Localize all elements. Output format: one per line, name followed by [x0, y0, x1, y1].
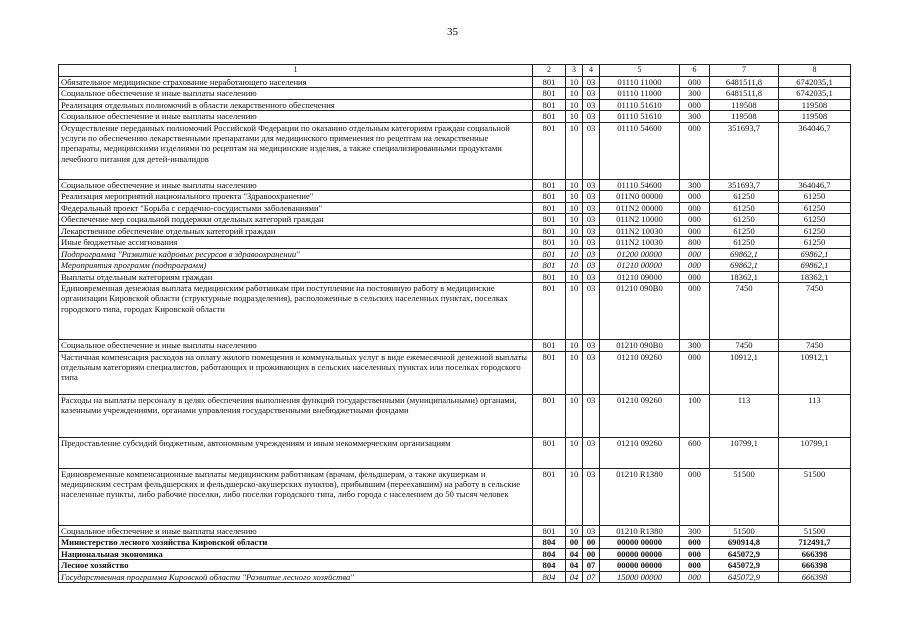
section-code-cell: 10	[566, 179, 583, 191]
target-article-cell: 15000 00000	[600, 571, 680, 583]
subsection-code-cell: 03	[583, 248, 600, 260]
subsection-code-cell: 03	[583, 76, 600, 88]
row-name-cell: Иные бюджетные ассигнования	[59, 237, 533, 249]
amount-year2-cell: 51500	[779, 468, 851, 525]
subsection-code-cell: 03	[583, 394, 600, 437]
row-name-cell: Предоставление субсидий бюджетным, автономным учреждениям и иным некоммерческим организациям	[59, 437, 533, 468]
table-row	[59, 122, 851, 179]
section-code-cell: 10	[566, 191, 583, 203]
expense-type-cell: 000	[680, 271, 710, 283]
admin-code-cell: 801	[533, 88, 566, 100]
table-row	[59, 271, 851, 283]
subsection-code-cell: 03	[583, 99, 600, 111]
admin-code-cell: 801	[533, 122, 566, 179]
table-row	[59, 394, 851, 437]
section-code-cell: 10	[566, 468, 583, 525]
subsection-code-cell: 03	[583, 202, 600, 214]
amount-year1-cell: 69862,1	[710, 260, 779, 272]
table-row	[59, 525, 851, 537]
section-code-cell: 10	[566, 283, 583, 340]
amount-year2-cell: 10799,1	[779, 437, 851, 468]
table-row	[59, 340, 851, 352]
table-body	[59, 65, 851, 583]
table-row	[59, 537, 851, 549]
section-code-cell: 10	[566, 237, 583, 249]
admin-code-cell: 801	[533, 214, 566, 226]
row-name-cell: Национальная экономика	[59, 548, 533, 560]
row-name-cell: Подпрограмма "Развитие кадровых ресурсов в здравоохранении"	[59, 248, 533, 260]
expense-type-cell: 100	[680, 394, 710, 437]
amount-year1-cell: 10912,1	[710, 351, 779, 394]
page-number: 35	[447, 26, 458, 38]
row-name-cell: Социальное обеспечение и иные выплаты населению	[59, 525, 533, 537]
row-name-cell: Социальное обеспечение и иные выплаты населению	[59, 111, 533, 123]
target-article-cell: 01210 R1380	[600, 525, 680, 537]
admin-code-cell: 804	[533, 537, 566, 549]
subsection-code-cell: 07	[583, 560, 600, 572]
admin-code-cell: 801	[533, 260, 566, 272]
subsection-code-cell: 00	[583, 537, 600, 549]
amount-year1-cell: 351693,7	[710, 122, 779, 179]
target-article-cell: 01110 51610	[600, 99, 680, 111]
amount-year1-cell: 6481511,8	[710, 88, 779, 100]
row-name-cell: Единовременная денежная выплата медицинским работникам при поступлении на постоянную работу в медицинские организации Кировской области (структурные подразделения), расположенные в сельских населенных пунктах, поселках городского типа, городах Кировской области	[59, 283, 533, 340]
amount-year2-cell: 119508	[779, 99, 851, 111]
amount-year2-cell: 61250	[779, 191, 851, 203]
row-name-cell: Реализация мероприятий национального проекта "Здравоохранение"	[59, 191, 533, 203]
table-row	[59, 560, 851, 572]
expense-type-cell: 000	[680, 283, 710, 340]
table-row	[59, 548, 851, 560]
amount-year1-cell: 18362,1	[710, 271, 779, 283]
amount-year2-cell: 51500	[779, 525, 851, 537]
expense-type-cell: 000	[680, 468, 710, 525]
target-article-cell: 01110 54600	[600, 122, 680, 179]
amount-year1-cell: 10799,1	[710, 437, 779, 468]
section-code-cell: 10	[566, 99, 583, 111]
amount-year2-cell: 10912,1	[779, 351, 851, 394]
subsection-code-cell: 07	[583, 571, 600, 583]
column-header: 4	[583, 65, 600, 77]
row-name-cell: Федеральный проект "Борьба с сердечно-сосудистыми заболеваниями"	[59, 202, 533, 214]
admin-code-cell: 804	[533, 560, 566, 572]
row-name-cell: Социальное обеспечение и иные выплаты населению	[59, 179, 533, 191]
section-code-cell: 00	[566, 537, 583, 549]
admin-code-cell: 801	[533, 202, 566, 214]
column-header: 1	[59, 65, 533, 77]
row-name-cell: Государственная программа Кировской области "Развитие лесного хозяйства"	[59, 571, 533, 583]
expense-type-cell: 000	[680, 225, 710, 237]
table-row	[59, 237, 851, 249]
expense-type-cell: 000	[680, 537, 710, 549]
table-row	[59, 468, 851, 525]
section-code-cell: 10	[566, 122, 583, 179]
table-row	[59, 283, 851, 340]
table-row	[59, 76, 851, 88]
target-article-cell: 01210 09260	[600, 437, 680, 468]
target-article-cell: 01110 51610	[600, 111, 680, 123]
amount-year1-cell: 119508	[710, 111, 779, 123]
amount-year2-cell: 364046,7	[779, 122, 851, 179]
amount-year1-cell: 61250	[710, 225, 779, 237]
row-name-cell: Мероприятия программ (подпрограмм)	[59, 260, 533, 272]
table-row	[59, 571, 851, 583]
subsection-code-cell: 03	[583, 340, 600, 352]
subsection-code-cell: 03	[583, 214, 600, 226]
admin-code-cell: 801	[533, 394, 566, 437]
table-row	[59, 111, 851, 123]
target-article-cell: 01110 11000	[600, 76, 680, 88]
section-code-cell: 04	[566, 560, 583, 572]
amount-year2-cell: 7450	[779, 283, 851, 340]
target-article-cell: 01210 09260	[600, 351, 680, 394]
subsection-code-cell: 03	[583, 122, 600, 179]
section-code-cell: 10	[566, 260, 583, 272]
target-article-cell: 011N2 10030	[600, 237, 680, 249]
admin-code-cell: 801	[533, 340, 566, 352]
amount-year1-cell: 690914,8	[710, 537, 779, 549]
row-name-cell: Осуществление переданных полномочий Российской Федерации по оказанию отдельным категориям граждан социальной услуги по обеспечению лекарственными препаратами для медицинского применения по рецептам на лекарственные препараты, медицинскими изделиями по рецептам на медицинские изделия, а также специализированными продуктами лечебного питания для детей-инвалидов	[59, 122, 533, 179]
amount-year2-cell: 61250	[779, 214, 851, 226]
column-number-row	[59, 65, 851, 77]
section-code-cell: 10	[566, 351, 583, 394]
amount-year2-cell: 61250	[779, 225, 851, 237]
table-row	[59, 248, 851, 260]
section-code-cell: 10	[566, 340, 583, 352]
amount-year1-cell: 7450	[710, 283, 779, 340]
column-header: 7	[710, 65, 779, 77]
row-name-cell: Министерство лесного хозяйства Кировской области	[59, 537, 533, 549]
admin-code-cell: 801	[533, 248, 566, 260]
admin-code-cell: 801	[533, 191, 566, 203]
row-name-cell: Социальное обеспечение и иные выплаты населению	[59, 88, 533, 100]
admin-code-cell: 804	[533, 571, 566, 583]
amount-year2-cell: 7450	[779, 340, 851, 352]
section-code-cell: 10	[566, 248, 583, 260]
amount-year1-cell: 6481511,8	[710, 76, 779, 88]
target-article-cell: 00000 00000	[600, 537, 680, 549]
expense-type-cell: 000	[680, 214, 710, 226]
expense-type-cell: 300	[680, 88, 710, 100]
target-article-cell: 01110 54600	[600, 179, 680, 191]
target-article-cell: 011N0 00000	[600, 191, 680, 203]
expense-type-cell: 000	[680, 560, 710, 572]
subsection-code-cell: 03	[583, 283, 600, 340]
target-article-cell: 01110 11000	[600, 88, 680, 100]
target-article-cell: 01210 00000	[600, 260, 680, 272]
expense-type-cell: 300	[680, 111, 710, 123]
row-name-cell: Обязательное медицинское страхование неработающего населения	[59, 76, 533, 88]
amount-year2-cell: 666398	[779, 560, 851, 572]
amount-year1-cell: 645072,9	[710, 548, 779, 560]
admin-code-cell: 801	[533, 525, 566, 537]
amount-year2-cell: 712491,7	[779, 537, 851, 549]
amount-year2-cell: 113	[779, 394, 851, 437]
budget-table	[58, 64, 851, 583]
amount-year1-cell: 61250	[710, 202, 779, 214]
expense-type-cell: 000	[680, 260, 710, 272]
table-row	[59, 99, 851, 111]
section-code-cell: 10	[566, 437, 583, 468]
column-header: 2	[533, 65, 566, 77]
subsection-code-cell: 03	[583, 525, 600, 537]
amount-year2-cell: 61250	[779, 237, 851, 249]
subsection-code-cell: 03	[583, 111, 600, 123]
expense-type-cell: 000	[680, 76, 710, 88]
admin-code-cell: 801	[533, 437, 566, 468]
subsection-code-cell: 03	[583, 88, 600, 100]
subsection-code-cell: 03	[583, 225, 600, 237]
subsection-code-cell: 03	[583, 271, 600, 283]
target-article-cell: 01200 00000	[600, 248, 680, 260]
table-row	[59, 88, 851, 100]
expense-type-cell: 600	[680, 437, 710, 468]
amount-year2-cell: 364046,7	[779, 179, 851, 191]
subsection-code-cell: 03	[583, 437, 600, 468]
amount-year2-cell: 18362,1	[779, 271, 851, 283]
target-article-cell: 00000 00000	[600, 548, 680, 560]
expense-type-cell: 300	[680, 179, 710, 191]
admin-code-cell: 804	[533, 548, 566, 560]
admin-code-cell: 801	[533, 237, 566, 249]
amount-year1-cell: 61250	[710, 214, 779, 226]
section-code-cell: 10	[566, 214, 583, 226]
table-row	[59, 191, 851, 203]
expense-type-cell: 000	[680, 248, 710, 260]
amount-year1-cell: 51500	[710, 468, 779, 525]
admin-code-cell: 801	[533, 283, 566, 340]
row-name-cell: Реализация отдельных полномочий в области лекарственного обеспечения	[59, 99, 533, 111]
target-article-cell: 01210 090B0	[600, 340, 680, 352]
expense-type-cell: 300	[680, 340, 710, 352]
section-code-cell: 10	[566, 88, 583, 100]
expense-type-cell: 000	[680, 202, 710, 214]
expense-type-cell: 000	[680, 548, 710, 560]
section-code-cell: 10	[566, 225, 583, 237]
target-article-cell: 011N2 10000	[600, 214, 680, 226]
admin-code-cell: 801	[533, 111, 566, 123]
table-row	[59, 437, 851, 468]
section-code-cell: 10	[566, 76, 583, 88]
admin-code-cell: 801	[533, 271, 566, 283]
amount-year2-cell: 69862,1	[779, 260, 851, 272]
row-name-cell: Социальное обеспечение и иные выплаты населению	[59, 340, 533, 352]
section-code-cell: 04	[566, 571, 583, 583]
section-code-cell: 10	[566, 271, 583, 283]
subsection-code-cell: 03	[583, 237, 600, 249]
subsection-code-cell: 03	[583, 351, 600, 394]
subsection-code-cell: 03	[583, 468, 600, 525]
row-name-cell: Выплаты отдельным категориям граждан	[59, 271, 533, 283]
row-name-cell: Лекарственное обеспечение отдельных категорий граждан	[59, 225, 533, 237]
target-article-cell: 011N2 10030	[600, 225, 680, 237]
amount-year1-cell: 113	[710, 394, 779, 437]
expense-type-cell: 000	[680, 571, 710, 583]
table-row	[59, 260, 851, 272]
subsection-code-cell: 03	[583, 260, 600, 272]
target-article-cell: 01210 090B0	[600, 283, 680, 340]
table-row	[59, 179, 851, 191]
row-name-cell: Лесное хозяйство	[59, 560, 533, 572]
table-row	[59, 214, 851, 226]
amount-year1-cell: 61250	[710, 237, 779, 249]
section-code-cell: 10	[566, 202, 583, 214]
admin-code-cell: 801	[533, 99, 566, 111]
target-article-cell: 01210 R1380	[600, 468, 680, 525]
row-name-cell: Единовременные компенсационные выплаты медицинским работникам (врачам, фельдшерам, а также акушеркам и медицинским сестрам фельдшерских и фельдшерско-акушерских пунктов), прибывшим (переехавшим) на работу в сельские населенные пункты, либо рабочие поселки, либо поселки городского типа, либо города с населением до 50 тысяч человек	[59, 468, 533, 525]
section-code-cell: 10	[566, 111, 583, 123]
column-header: 3	[566, 65, 583, 77]
admin-code-cell: 801	[533, 351, 566, 394]
section-code-cell: 10	[566, 525, 583, 537]
target-article-cell: 011N2 00000	[600, 202, 680, 214]
column-header: 6	[680, 65, 710, 77]
row-name-cell: Обеспечение мер социальной поддержки отдельных категорий граждан	[59, 214, 533, 226]
row-name-cell: Частичная компенсация расходов на оплату жилого помещения и коммунальных услуг в виде ежемесячной денежной выплаты отдельным категориям специалистов, работающих и проживающих в сельских населенных пунктах или поселках городского типа	[59, 351, 533, 394]
amount-year2-cell: 119508	[779, 111, 851, 123]
amount-year2-cell: 61250	[779, 202, 851, 214]
expense-type-cell: 300	[680, 525, 710, 537]
section-code-cell: 04	[566, 548, 583, 560]
amount-year1-cell: 645072,9	[710, 571, 779, 583]
expense-type-cell: 800	[680, 237, 710, 249]
admin-code-cell: 801	[533, 179, 566, 191]
admin-code-cell: 801	[533, 76, 566, 88]
target-article-cell: 01210 09260	[600, 394, 680, 437]
amount-year2-cell: 6742035,1	[779, 76, 851, 88]
amount-year2-cell: 666398	[779, 548, 851, 560]
amount-year1-cell: 119508	[710, 99, 779, 111]
subsection-code-cell: 00	[583, 548, 600, 560]
table-row	[59, 351, 851, 394]
column-header: 5	[600, 65, 680, 77]
admin-code-cell: 801	[533, 225, 566, 237]
amount-year2-cell: 666398	[779, 571, 851, 583]
amount-year2-cell: 6742035,1	[779, 88, 851, 100]
amount-year1-cell: 51500	[710, 525, 779, 537]
target-article-cell: 00000 00000	[600, 560, 680, 572]
amount-year2-cell: 69862,1	[779, 248, 851, 260]
subsection-code-cell: 03	[583, 179, 600, 191]
section-code-cell: 10	[566, 394, 583, 437]
target-article-cell: 01210 09000	[600, 271, 680, 283]
expense-type-cell: 000	[680, 122, 710, 179]
expense-type-cell: 000	[680, 99, 710, 111]
amount-year1-cell: 645072,9	[710, 560, 779, 572]
admin-code-cell: 801	[533, 468, 566, 525]
subsection-code-cell: 03	[583, 191, 600, 203]
amount-year1-cell: 351693,7	[710, 179, 779, 191]
table-row	[59, 225, 851, 237]
expense-type-cell: 000	[680, 191, 710, 203]
row-name-cell: Расходы на выплаты персоналу в целях обеспечения выполнения функций государственными (муниципальными) органами, казенными учреждениями, органами управления государственными внебюджетными фондами	[59, 394, 533, 437]
amount-year1-cell: 7450	[710, 340, 779, 352]
expense-type-cell: 000	[680, 351, 710, 394]
table-row	[59, 202, 851, 214]
amount-year1-cell: 69862,1	[710, 248, 779, 260]
column-header: 8	[779, 65, 851, 77]
amount-year1-cell: 61250	[710, 191, 779, 203]
